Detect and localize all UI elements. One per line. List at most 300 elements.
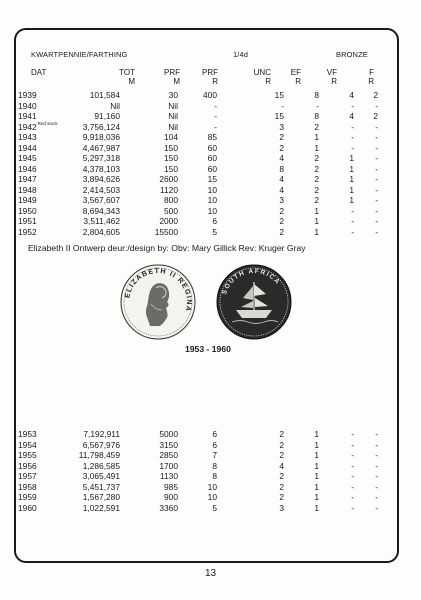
page-number: 13 bbox=[204, 568, 217, 579]
cell-total-mintage-text: 9,918,036 bbox=[82, 132, 120, 142]
cell-proof-mintage-text: 3360 bbox=[159, 502, 178, 513]
cell-unc-price-text: 4 bbox=[279, 460, 284, 471]
cell-f-price bbox=[354, 471, 378, 482]
col-unc bbox=[247, 68, 271, 86]
cell-ef-price-text: 1 bbox=[314, 450, 319, 460]
cell-f-price-text: - bbox=[375, 132, 378, 142]
cell-f-price bbox=[354, 492, 378, 503]
george-mintage-rows bbox=[18, 90, 378, 237]
cell-unc-price bbox=[217, 143, 284, 154]
table-row bbox=[18, 471, 378, 482]
cell-total-mintage-text: 2,414,503 bbox=[82, 184, 120, 195]
cell-proof-price-text: 7 bbox=[212, 450, 217, 460]
cell-total-mintage-text: 1,286,585 bbox=[82, 460, 120, 471]
cell-proof-price bbox=[178, 429, 217, 440]
cell-vf-price-text: - bbox=[351, 132, 354, 142]
col-f bbox=[365, 68, 374, 86]
cell-total-mintage-text: 6,567,976 bbox=[82, 439, 120, 450]
cell-proof-mintage-text: 2000 bbox=[159, 216, 178, 226]
george-mintage-table bbox=[18, 90, 378, 237]
cell-f-price bbox=[354, 174, 378, 185]
cell-ef-price-text: 1 bbox=[314, 481, 319, 492]
cell-vf-price bbox=[319, 174, 354, 185]
cell-proof-mintage-text: Nil bbox=[168, 100, 178, 111]
cell-proof-price bbox=[178, 122, 217, 133]
cell-unc-price bbox=[217, 164, 284, 175]
cell-proof-mintage-text: 500 bbox=[164, 205, 178, 216]
cell-vf-price bbox=[319, 440, 354, 451]
table-row bbox=[18, 195, 378, 206]
cell-ef-price bbox=[284, 185, 319, 196]
cell-proof-mintage-text: 3150 bbox=[159, 439, 178, 450]
denomination-label: 1/4d bbox=[233, 50, 248, 59]
cell-vf-price bbox=[319, 90, 354, 101]
cell-proof-mintage bbox=[120, 143, 178, 154]
cell-total-mintage bbox=[62, 153, 120, 164]
cell-proof-price-text: 6 bbox=[212, 429, 217, 439]
cell-proof-mintage bbox=[120, 482, 178, 493]
cell-year bbox=[18, 227, 62, 238]
table-row bbox=[18, 90, 378, 101]
cell-year bbox=[18, 185, 62, 196]
cell-unc-price-text: 2 bbox=[279, 226, 284, 237]
cell-ef-price bbox=[284, 195, 319, 206]
cell-proof-mintage-text: 800 bbox=[164, 195, 178, 205]
cell-year-text: 1944 bbox=[18, 142, 37, 153]
cell-total-mintage bbox=[62, 174, 120, 185]
cell-vf-price-text: 1 bbox=[349, 184, 354, 195]
cell-proof-mintage-text: 30 bbox=[168, 90, 178, 100]
col-tot-top: TOT bbox=[119, 68, 135, 77]
cell-proof-price bbox=[178, 101, 217, 112]
cell-f-price-text: - bbox=[375, 195, 378, 205]
cell-unc-price bbox=[217, 90, 284, 101]
cell-f-price bbox=[354, 185, 378, 196]
cell-year-text: 1960 bbox=[18, 502, 37, 513]
cell-proof-mintage-text: Nil bbox=[168, 121, 178, 132]
col-ef bbox=[286, 68, 301, 86]
year-note: Red stock bbox=[37, 120, 58, 126]
cell-ef-price bbox=[284, 174, 319, 185]
cell-ef-price bbox=[284, 122, 319, 133]
cell-f-price-text: - bbox=[375, 450, 378, 460]
cell-unc-price-text: 2 bbox=[279, 429, 284, 439]
cell-ef-price-text: 2 bbox=[314, 121, 319, 132]
cell-f-price bbox=[354, 461, 378, 472]
cell-proof-mintage-text: 15500 bbox=[154, 226, 178, 237]
col-ef-top: EF bbox=[290, 68, 301, 77]
cell-unc-price bbox=[217, 174, 284, 185]
cell-unc-price bbox=[217, 111, 284, 122]
cell-total-mintage-text: 5,297,318 bbox=[82, 153, 120, 163]
cell-proof-mintage-text: 104 bbox=[164, 132, 178, 142]
cell-total-mintage bbox=[62, 143, 120, 154]
cell-proof-mintage-text: 985 bbox=[164, 481, 178, 492]
cell-proof-mintage bbox=[120, 185, 178, 196]
cell-vf-price-text: - bbox=[351, 142, 354, 153]
cell-f-price bbox=[354, 227, 378, 238]
cell-proof-price-text: 5 bbox=[212, 502, 217, 513]
col-unc-top: UNC bbox=[253, 68, 271, 77]
cell-proof-price-text: 60 bbox=[207, 153, 217, 163]
cell-proof-price bbox=[178, 143, 217, 154]
cell-total-mintage-text: Nil bbox=[110, 100, 120, 111]
cell-vf-price bbox=[319, 153, 354, 164]
cell-proof-mintage bbox=[120, 174, 178, 185]
cell-unc-price bbox=[217, 206, 284, 217]
cell-unc-price-text: 2 bbox=[279, 481, 284, 492]
cell-total-mintage-text: 3,756,124 bbox=[82, 121, 120, 132]
cell-ef-price bbox=[284, 101, 319, 112]
cell-year-text: 1953 bbox=[18, 429, 37, 439]
cell-ef-price-text: 8 bbox=[314, 90, 319, 100]
col-tot bbox=[100, 68, 135, 86]
cell-ef-price bbox=[284, 482, 319, 493]
cell-ef-price-text: - bbox=[316, 100, 319, 111]
table-row bbox=[18, 216, 378, 227]
cell-unc-price-text: 8 bbox=[279, 163, 284, 174]
cell-proof-mintage bbox=[120, 164, 178, 175]
table-row bbox=[18, 164, 378, 175]
cell-unc-price-text: 2 bbox=[279, 132, 284, 142]
cell-vf-price bbox=[319, 206, 354, 217]
cell-vf-price bbox=[319, 429, 354, 440]
cell-vf-price bbox=[319, 185, 354, 196]
cell-ef-price bbox=[284, 440, 319, 451]
reverse-legend: SOUTH AFRICA bbox=[221, 267, 282, 296]
cell-vf-price-text: 1 bbox=[349, 195, 354, 205]
cell-total-mintage bbox=[62, 164, 120, 175]
cell-proof-price-text: 60 bbox=[207, 163, 217, 174]
table-row bbox=[18, 492, 378, 503]
cell-proof-mintage-text: 1120 bbox=[159, 184, 178, 195]
col-vf-unit: R bbox=[331, 77, 337, 86]
cell-f-price-text: - bbox=[375, 481, 378, 492]
cell-f-price-text: - bbox=[375, 205, 378, 216]
cell-proof-price-text: 60 bbox=[207, 142, 217, 153]
cell-year bbox=[18, 206, 62, 217]
cell-proof-price-text: - bbox=[214, 111, 217, 121]
cell-proof-price-text: 400 bbox=[203, 90, 217, 100]
cell-year bbox=[18, 101, 62, 112]
cell-unc-price-text: 4 bbox=[279, 174, 284, 184]
cell-total-mintage-text: 7,192,911 bbox=[83, 429, 120, 439]
cell-proof-price bbox=[178, 153, 217, 164]
col-prf-m-unit: M bbox=[173, 77, 180, 86]
cell-unc-price-text: 3 bbox=[279, 121, 284, 132]
cell-proof-price bbox=[178, 132, 217, 143]
cell-year-text: 1952 bbox=[18, 226, 37, 237]
cell-vf-price bbox=[319, 101, 354, 112]
cell-f-price-text: - bbox=[375, 142, 378, 153]
cell-ef-price bbox=[284, 90, 319, 101]
cell-proof-mintage bbox=[120, 216, 178, 227]
cell-total-mintage bbox=[62, 195, 120, 206]
cell-vf-price-text: - bbox=[351, 100, 354, 111]
cell-total-mintage-text: 4,467,987 bbox=[82, 142, 120, 153]
cell-proof-price bbox=[178, 450, 217, 461]
cell-ef-price-text: 2 bbox=[314, 163, 319, 174]
table-row bbox=[18, 153, 378, 164]
cell-total-mintage bbox=[62, 132, 120, 143]
cell-total-mintage bbox=[62, 216, 120, 227]
cell-proof-price-text: 10 bbox=[207, 205, 217, 216]
cell-f-price bbox=[354, 132, 378, 143]
col-tot-unit: M bbox=[128, 77, 135, 86]
cell-f-price bbox=[354, 164, 378, 175]
cell-unc-price bbox=[217, 227, 284, 238]
cell-year bbox=[18, 429, 62, 440]
cell-proof-mintage bbox=[120, 122, 178, 133]
table-row bbox=[18, 450, 378, 461]
cell-f-price-text: - bbox=[375, 184, 378, 195]
cell-total-mintage bbox=[62, 450, 120, 461]
cell-year bbox=[18, 482, 62, 493]
cell-proof-mintage bbox=[120, 195, 178, 206]
cell-vf-price bbox=[319, 216, 354, 227]
cell-f-price bbox=[354, 503, 378, 514]
cell-proof-mintage-text: Nil bbox=[168, 111, 178, 121]
cell-f-price bbox=[354, 450, 378, 461]
table-row bbox=[18, 482, 378, 493]
cell-f-price bbox=[354, 440, 378, 451]
col-vf bbox=[323, 68, 337, 86]
cell-proof-price-text: 10 bbox=[207, 492, 217, 502]
cell-proof-price bbox=[178, 174, 217, 185]
cell-ef-price-text: 1 bbox=[314, 216, 319, 226]
table-row bbox=[18, 440, 378, 451]
cell-vf-price bbox=[319, 132, 354, 143]
cell-proof-mintage-text: 1700 bbox=[159, 460, 178, 471]
cell-ef-price bbox=[284, 227, 319, 238]
cell-year-text: 1954 bbox=[18, 439, 37, 450]
cell-ef-price-text: 1 bbox=[314, 429, 319, 439]
cell-f-price-text: - bbox=[375, 471, 378, 481]
cell-ef-price bbox=[284, 216, 319, 227]
cell-ef-price-text: 2 bbox=[314, 174, 319, 184]
cell-year-text: 1958 bbox=[18, 481, 37, 492]
cell-unc-price-text: 4 bbox=[279, 184, 284, 195]
cell-vf-price bbox=[319, 482, 354, 493]
cell-proof-mintage-text: 2600 bbox=[159, 174, 178, 184]
col-ef-unit: R bbox=[295, 77, 301, 86]
table-row bbox=[18, 174, 378, 185]
cell-vf-price-text: - bbox=[351, 450, 354, 460]
cell-total-mintage-text: 8,694,343 bbox=[82, 205, 120, 216]
cell-unc-price bbox=[217, 122, 284, 133]
cell-proof-mintage bbox=[120, 153, 178, 164]
col-prf-r-top: PRF bbox=[202, 68, 218, 77]
col-prf-m-top: PRF bbox=[164, 68, 180, 77]
table-row bbox=[18, 143, 378, 154]
cell-year bbox=[18, 122, 62, 133]
cell-proof-price-text: 10 bbox=[207, 184, 217, 195]
cell-proof-price bbox=[178, 90, 217, 101]
cell-unc-price bbox=[217, 429, 284, 440]
cell-unc-price bbox=[217, 482, 284, 493]
cell-ef-price bbox=[284, 164, 319, 175]
cell-year bbox=[18, 153, 62, 164]
cell-total-mintage bbox=[62, 492, 120, 503]
cell-total-mintage bbox=[62, 111, 120, 122]
cell-proof-price-text: 15 bbox=[207, 174, 217, 184]
cell-proof-price bbox=[178, 185, 217, 196]
cell-proof-price bbox=[178, 111, 217, 122]
cell-ef-price bbox=[284, 461, 319, 472]
cell-vf-price bbox=[319, 164, 354, 175]
cell-vf-price-text: 1 bbox=[349, 174, 354, 184]
cell-proof-price-text: 6 bbox=[212, 216, 217, 226]
cell-proof-mintage-text: 900 bbox=[164, 492, 178, 502]
cell-proof-mintage bbox=[120, 111, 178, 122]
cell-vf-price bbox=[319, 122, 354, 133]
cell-unc-price-text: 3 bbox=[279, 502, 284, 513]
cell-year-text: 1956 bbox=[18, 460, 37, 471]
cell-ef-price-text: 1 bbox=[314, 492, 319, 502]
cell-unc-price bbox=[217, 440, 284, 451]
cell-ef-price bbox=[284, 450, 319, 461]
elizabeth-mintage-table bbox=[18, 429, 378, 513]
cell-ef-price-text: 1 bbox=[314, 142, 319, 153]
cell-year bbox=[18, 216, 62, 227]
cell-unc-price bbox=[217, 471, 284, 482]
cell-unc-price bbox=[217, 132, 284, 143]
cell-proof-mintage bbox=[120, 206, 178, 217]
cell-unc-price-text: 2 bbox=[279, 216, 284, 226]
cell-vf-price bbox=[319, 227, 354, 238]
cell-vf-price-text: - bbox=[351, 121, 354, 132]
cell-proof-price bbox=[178, 471, 217, 482]
cell-vf-price-text: 4 bbox=[349, 90, 354, 100]
col-prf-r bbox=[196, 68, 218, 86]
cell-unc-price-text: 2 bbox=[279, 205, 284, 216]
cell-year bbox=[18, 143, 62, 154]
cell-proof-price bbox=[178, 482, 217, 493]
cell-vf-price-text: - bbox=[351, 429, 354, 439]
cell-proof-price-text: 8 bbox=[212, 471, 217, 481]
cell-vf-price-text: - bbox=[351, 226, 354, 237]
cell-f-price-text: - bbox=[375, 216, 378, 226]
cell-vf-price-text: - bbox=[351, 471, 354, 481]
cell-unc-price bbox=[217, 461, 284, 472]
period-label: 1953 - 1960 bbox=[185, 344, 231, 354]
cell-unc-price bbox=[217, 153, 284, 164]
cell-ef-price bbox=[284, 471, 319, 482]
cell-year bbox=[18, 195, 62, 206]
coin-reverse-image bbox=[216, 264, 292, 345]
cell-unc-price bbox=[217, 185, 284, 196]
cell-total-mintage bbox=[62, 429, 120, 440]
table-row bbox=[18, 122, 378, 133]
coin-reverse-ship-icon bbox=[216, 264, 292, 340]
cell-year-text: 1940 bbox=[18, 100, 37, 111]
cell-proof-mintage bbox=[120, 471, 178, 482]
cell-proof-mintage bbox=[120, 492, 178, 503]
cell-year bbox=[18, 461, 62, 472]
cell-proof-price-text: - bbox=[214, 100, 217, 111]
cell-f-price bbox=[354, 90, 378, 101]
design-caption: Elizabeth II Ontwerp deur:/design by: Obv: Mary Gillick Rev: Kruger Gray bbox=[28, 243, 306, 253]
col-f-top: F bbox=[369, 68, 374, 77]
cell-year bbox=[18, 174, 62, 185]
cell-proof-price bbox=[178, 440, 217, 451]
cell-year bbox=[18, 450, 62, 461]
cell-total-mintage-text: 4,378,103 bbox=[82, 163, 120, 174]
cell-total-mintage-text: 3,567,607 bbox=[82, 195, 120, 205]
cell-unc-price-text: 15 bbox=[274, 90, 284, 100]
cell-year bbox=[18, 132, 62, 143]
cell-proof-mintage bbox=[120, 132, 178, 143]
col-unc-unit: R bbox=[265, 77, 271, 86]
cell-f-price-text: - bbox=[375, 163, 378, 174]
cell-year bbox=[18, 164, 62, 175]
cell-f-price bbox=[354, 482, 378, 493]
cell-year bbox=[18, 111, 62, 122]
cell-total-mintage bbox=[62, 503, 120, 514]
cell-year-text: 1945 bbox=[18, 153, 37, 163]
cell-f-price-text: 2 bbox=[373, 111, 378, 121]
cell-year-text: 1949 bbox=[18, 195, 37, 205]
table-row bbox=[18, 461, 378, 472]
cell-vf-price-text: - bbox=[351, 216, 354, 226]
cell-f-price-text: - bbox=[375, 174, 378, 184]
cell-total-mintage bbox=[62, 122, 120, 133]
cell-unc-price-text: 2 bbox=[279, 142, 284, 153]
coin-obverse-image bbox=[120, 264, 196, 345]
cell-vf-price-text: 1 bbox=[349, 153, 354, 163]
cell-unc-price-text: 3 bbox=[279, 195, 284, 205]
cell-f-price-text: - bbox=[375, 429, 378, 439]
cell-vf-price-text: - bbox=[351, 460, 354, 471]
cell-vf-price bbox=[319, 143, 354, 154]
table-row bbox=[18, 101, 378, 112]
cell-proof-mintage bbox=[120, 227, 178, 238]
cell-f-price-text: - bbox=[375, 100, 378, 111]
cell-year-text: 1941 bbox=[18, 111, 37, 121]
cell-total-mintage-text: 101,584 bbox=[89, 90, 120, 100]
cell-vf-price-text: - bbox=[351, 205, 354, 216]
cell-proof-mintage bbox=[120, 461, 178, 472]
cell-ef-price bbox=[284, 206, 319, 217]
cell-f-price-text: - bbox=[375, 153, 378, 163]
cell-total-mintage bbox=[62, 461, 120, 472]
cell-unc-price-text: 2 bbox=[279, 471, 284, 481]
cell-f-price-text: - bbox=[375, 502, 378, 513]
elizabeth-mintage-rows bbox=[18, 429, 378, 513]
cell-year-text: 1950 bbox=[18, 205, 37, 216]
cell-f-price-text: - bbox=[375, 492, 378, 502]
col-f-unit: R bbox=[368, 77, 374, 86]
table-row bbox=[18, 429, 378, 440]
cell-unc-price-text: 15 bbox=[274, 111, 284, 121]
cell-vf-price bbox=[319, 492, 354, 503]
cell-year-text: 1942 bbox=[18, 121, 37, 132]
col-prf-r-unit: R bbox=[212, 77, 218, 86]
cell-total-mintage-text: 3,511,462 bbox=[83, 216, 120, 226]
cell-f-price bbox=[354, 153, 378, 164]
cell-f-price bbox=[354, 143, 378, 154]
cell-proof-mintage bbox=[120, 429, 178, 440]
cell-year bbox=[18, 90, 62, 101]
cell-unc-price-text: 2 bbox=[279, 439, 284, 450]
cell-proof-price bbox=[178, 206, 217, 217]
cell-f-price bbox=[354, 111, 378, 122]
coin-obverse-portrait-icon bbox=[120, 264, 196, 340]
cell-unc-price bbox=[217, 195, 284, 206]
cell-f-price bbox=[354, 101, 378, 112]
cell-ef-price-text: 1 bbox=[314, 205, 319, 216]
cell-proof-mintage bbox=[120, 440, 178, 451]
